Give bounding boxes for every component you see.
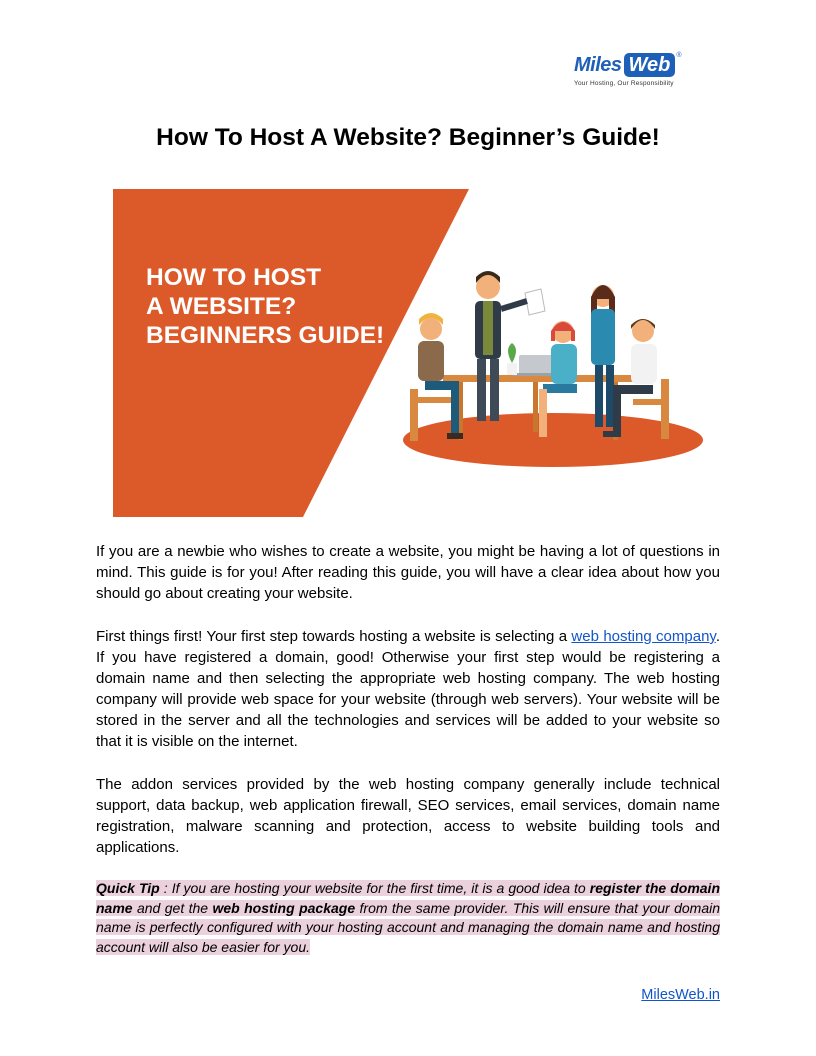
paragraph-first-step-before: First things first! Your first step towards hosting a website is selecting a (96, 628, 572, 645)
quick-tip-bold-1: register the domain name (96, 880, 720, 916)
logo-registered-mark: ® (676, 52, 682, 59)
hero-banner-image (113, 189, 703, 517)
quick-tip-label: Quick Tip (96, 880, 160, 896)
document-title: How To Host A Website? Beginner’s Guide! (156, 124, 660, 151)
hero-line-2: A WEBSITE? (146, 293, 297, 320)
logo-tagline: Your Hosting, Our Responsibility (574, 80, 674, 87)
paragraph-first-step-after: . If you have registered a domain, good! Otherwise your first step would be registering a domain name and then selecting the appropriate web hosting company. The web hosting company will provide web space for your website (through web servers). Your website will be stored in the server and all the technologies and services will be added to your website so that it is visible on the internet. (96, 628, 720, 750)
hero-line-3: BEGINNERS GUIDE! (146, 322, 385, 349)
quick-tip-highlight (96, 880, 720, 955)
quick-tip-text-3: from the same provider. This will ensure that your domain name is perfectly configured with your hosting account and managing the domain name and hosting account will also be easier for you. (96, 899, 720, 955)
floor-shadow (403, 413, 703, 467)
hero-orange-shape (113, 189, 469, 517)
quick-tip-bold-2: web hosting package (212, 899, 356, 916)
milesweb-logo (574, 52, 706, 92)
quick-tip-text-1: : If you are hosting your website for the first time, it is a good idea to (159, 880, 590, 896)
footer-milesweb-link[interactable]: MilesWeb.in (641, 987, 720, 1003)
logo-miles-text: Miles (574, 54, 622, 76)
paragraph-intro: If you are a newbie who wishes to create a website, you might be having a lot of questions in mind. This guide is for you! After reading this guide, you will have a clear idea about how you should go about creating your website. (96, 543, 720, 602)
quick-tip-text-2: and get the (132, 899, 213, 916)
web-hosting-company-link[interactable]: web hosting company (571, 628, 716, 645)
quick-tip (96, 879, 720, 957)
hero-line-1: HOW TO HOST (146, 264, 322, 291)
paragraph-addon-services: The addon services provided by the web hosting company generally include technical support, data backup, web application firewall, SEO services, email services, domain name registration, malware scanning and protection, access to website building tools and applications. (96, 776, 720, 856)
person-standing-woman (591, 285, 615, 427)
plant-illustration (507, 343, 517, 375)
paragraph-first-step (96, 626, 720, 752)
logo-web-text: Web (624, 53, 676, 77)
